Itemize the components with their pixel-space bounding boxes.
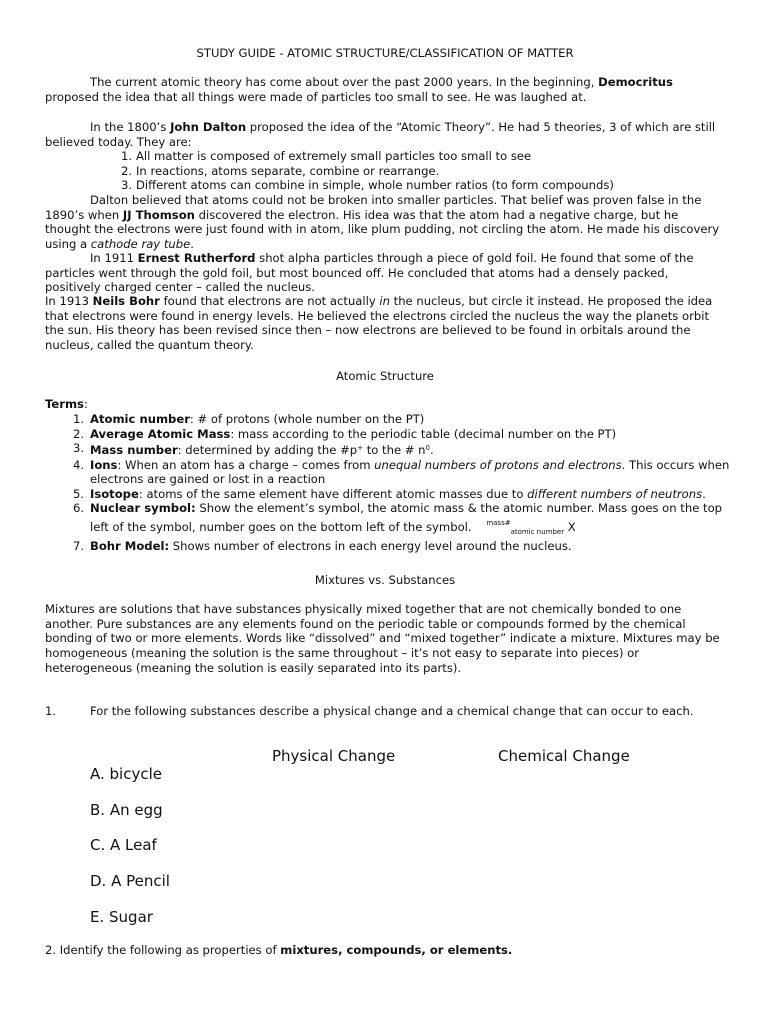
item-egg: B. An egg: [90, 801, 163, 819]
term-mass-number: 3. Mass number: determined by adding the #p+ to the # $n^0$.: [72, 441, 434, 458]
page-title: STUDY GUIDE - ATOMIC STRUCTURE/CLASSIFICATION OF MATTER: [196, 46, 574, 60]
term-nuclear-symbol: 6. Nuclear symbol: Show the element’s symbol, the atomic mass & the atomic number. Mass goes on the top left of the symbol, number goes on the bottom left of the symbol. $^{mass\#}_{atomic number}$ X: [72, 501, 723, 536]
intro-paragraph-dalton: In the 1800’s John Dalton proposed the idea of the “Atomic Theory”. He had 5 theories, 3 of which are still believed today. They are:: [45, 120, 716, 149]
atomic-structure-heading: Atomic Structure: [336, 369, 434, 383]
terms-list: [72, 412, 730, 554]
terms-label: Terms:: [45, 397, 88, 411]
item-bicycle: A. bicycle: [90, 765, 162, 783]
term-bohr-model: 7. Bohr Model: Shows number of electrons in each energy level around the nucleus.: [72, 539, 572, 554]
mixtures-paragraph: Mixtures are solutions that have substances physically mixed together that are not chemically bonded to one another. Pure substances are any elements found on the periodic table or compounds formed by the chemical bonding of two or more elements. Words like “dissolved” and “mixed together” indicate a mixture. Mixtures may be homogeneous (meaning the solution is the same throughout – it’s not easy to separate into pieces) or heterogeneous (meaning the solution is easily separated into its parts).: [45, 602, 720, 675]
chemical-change-header: Chemical Change: [498, 747, 630, 765]
term-atomic-number: 1. Atomic number: # of protons (whole number on the PT): [72, 412, 425, 426]
term-ions: 4. Ions: When an atom has a charge – comes from unequal numbers of protons and electrons. This occurs when electrons are gained or lost in a reaction: [72, 457, 730, 487]
question-1: 1. For the following substances describe a physical change and a chemical change that can occur to each.: [45, 704, 694, 718]
dalton-theories-list: [120, 149, 770, 193]
item-sugar: E. Sugar: [90, 908, 153, 926]
mixtures-heading: Mixtures vs. Substances: [314, 573, 456, 587]
list-item: 2. In reactions, atoms separate, combine or rearrange.: [120, 163, 440, 178]
intro-paragraph-bohr: In 1913 Neils Bohr found that electrons are not actually in the nucleus, but circle it instead. He proposed the idea that electrons were found in energy levels. He believed the electrons circled the nucleus the way the planets orbit the sun. His theory has been revised since then – now electrons are believed to be found in orbitals around the nucleus, called the quantum theory.: [45, 294, 713, 353]
intro-paragraph-democritus: The current atomic theory has come about over the past 2000 years. In the beginning, Democritus proposed the idea that all things were made of particles too small to see. He was laughed at.: [45, 75, 673, 104]
item-pencil: D. A Pencil: [90, 872, 170, 890]
term-isotope: 5. Isotope: atoms of the same element have different atomic masses due to different numbers of neutrons.: [72, 486, 706, 501]
intro-paragraph-rutherford: In 1911 Ernest Rutherford shot alpha particles through a piece of gold foil. He found that some of the particles went through the gold foil, but most bounced off. He concluded that atoms had a densely packed, positively charged center – called the nucleus.: [45, 251, 694, 295]
physical-change-header: Physical Change: [272, 747, 396, 765]
term-average-atomic-mass: 2. Average Atomic Mass: mass according to the periodic table (decimal number on the PT): [72, 426, 617, 441]
intro-paragraph-thomson: Dalton believed that atoms could not be broken into smaller particles. That belief was proven false in the 1890’s when JJ Thomson discovered the electron. His idea was that the atom had a negative charge, but he thought the electrons were just found with in atom, like plum pudding, not circling the atom. He made his discovery using a cathode ray tube.: [45, 193, 720, 252]
question-2: 2. Identify the following as properties of mixtures, compounds, or elements.: [45, 943, 513, 957]
list-item: 3. Different atoms can combine in simple, whole number ratios (to form compounds): [120, 178, 614, 193]
nuclear-symbol-notation: $^{mass\#}_{atomic number}$ X: [486, 518, 576, 536]
list-item: 1. All matter is composed of extremely small particles too small to see: [120, 149, 532, 163]
item-leaf: C. A Leaf: [90, 836, 157, 854]
